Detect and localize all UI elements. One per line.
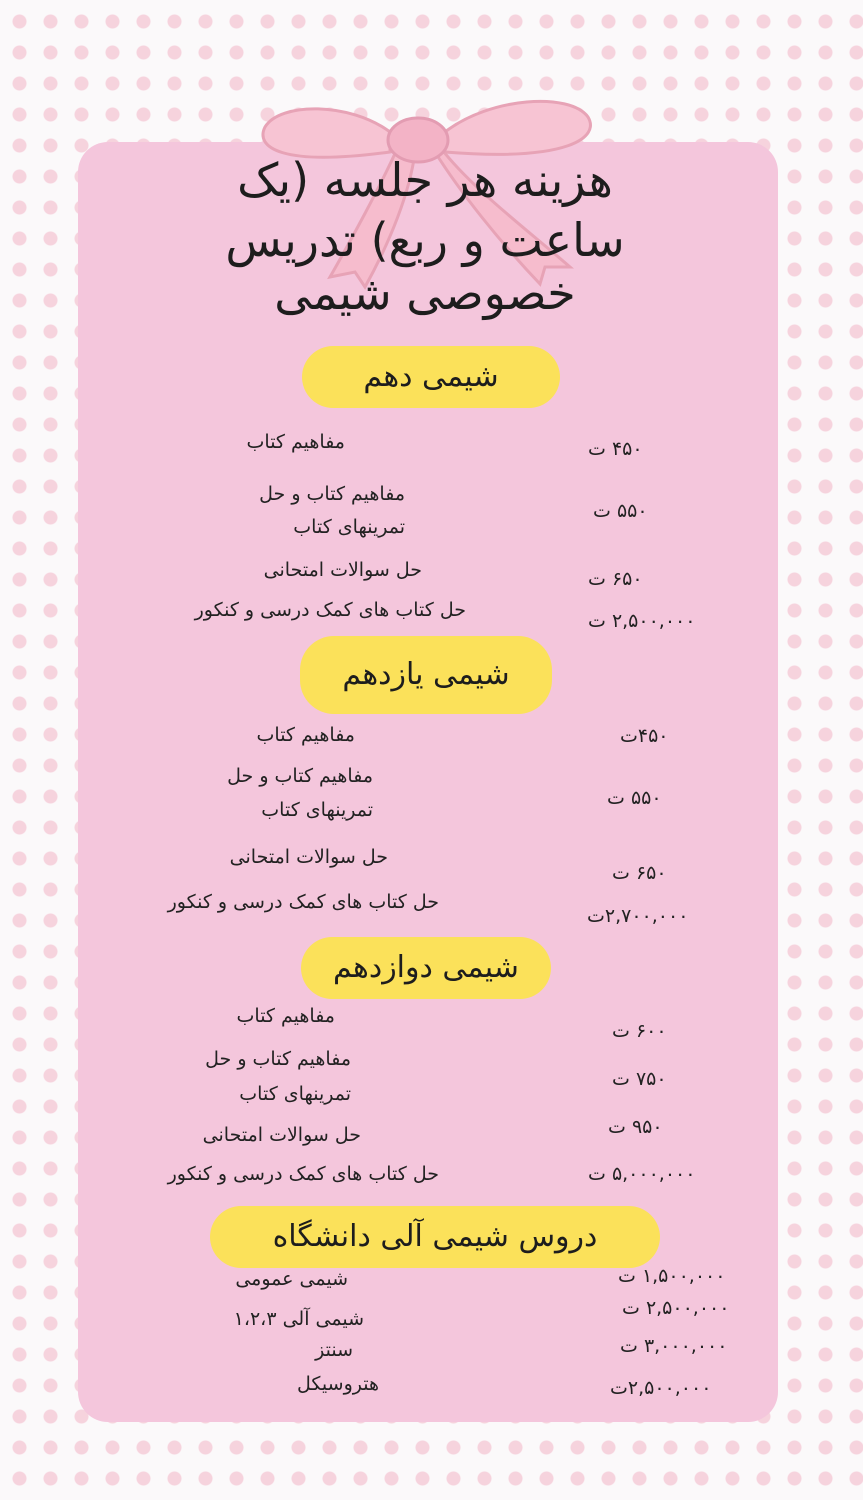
section-heading-grade11: شیمی یازدهم: [300, 636, 552, 714]
section-heading-university: دروس شیمی آلی دانشگاه: [210, 1206, 660, 1268]
item-price: ۷۵۰ ت: [612, 1068, 667, 1090]
section-heading-grade10: شیمی دهم: [302, 346, 560, 408]
item-label: تمرینهای کتاب: [239, 1083, 351, 1105]
item-label: حل کتاب های کمک درسی و کنکور: [194, 599, 466, 621]
item-label: هتروسیکل: [297, 1373, 379, 1395]
item-price: ۲,۵۰۰,۰۰۰ ت: [588, 610, 696, 632]
item-label: سنتز: [315, 1339, 353, 1361]
title-line: ساعت و ربع) تدریس: [225, 213, 625, 267]
item-label: حل سوالات امتحانی: [263, 559, 422, 581]
item-price: ۶۰۰ ت: [612, 1020, 667, 1042]
item-price: ۲,۷۰۰,۰۰۰ت: [587, 905, 689, 927]
item-label: مفاهیم کتاب و حل: [259, 483, 405, 505]
item-label: مفاهیم کتاب و حل: [227, 765, 373, 787]
item-price: ۶۵۰ ت: [612, 862, 667, 884]
item-label: تمرینهای کتاب: [261, 799, 373, 821]
title-line: خصوصی شیمی: [274, 266, 576, 320]
item-label: حل سوالات امتحانی: [229, 846, 388, 868]
item-label: حل کتاب های کمک درسی و کنکور: [167, 1163, 439, 1185]
item-price: ۲,۵۰۰,۰۰۰ ت: [622, 1297, 730, 1319]
item-price: ۴۵۰ ت: [588, 438, 643, 460]
item-price: ۲,۵۰۰,۰۰۰ت: [610, 1377, 712, 1399]
title-line: هزینه هر جلسه (یک: [237, 153, 613, 207]
item-label: شیمی عمومی: [235, 1268, 348, 1290]
item-price: ۳,۰۰۰,۰۰۰ ت: [620, 1335, 728, 1357]
page-title: [130, 150, 720, 320]
item-label: مفاهیم کتاب: [256, 724, 355, 746]
item-label: مفاهیم کتاب: [246, 431, 345, 453]
section-heading-grade12: شیمی دوازدهم: [301, 937, 551, 999]
item-label: مفاهیم کتاب: [236, 1005, 335, 1027]
item-price: ۵۵۰ ت: [593, 500, 648, 522]
item-label: شیمی آلی ۱،۲،۳: [233, 1308, 364, 1330]
item-price: ۵۵۰ ت: [607, 787, 662, 809]
item-price: ۱,۵۰۰,۰۰۰ ت: [618, 1265, 726, 1287]
item-price: ۴۵۰ت: [620, 725, 669, 747]
item-label: حل کتاب های کمک درسی و کنکور: [167, 891, 439, 913]
item-label: حل سوالات امتحانی: [202, 1124, 361, 1146]
item-price: ۵,۰۰۰,۰۰۰ ت: [588, 1163, 696, 1185]
item-label: مفاهیم کتاب و حل: [205, 1048, 351, 1070]
item-label: تمرینهای کتاب: [293, 516, 405, 538]
item-price: ۹۵۰ ت: [608, 1116, 663, 1138]
item-price: ۶۵۰ ت: [588, 568, 643, 590]
